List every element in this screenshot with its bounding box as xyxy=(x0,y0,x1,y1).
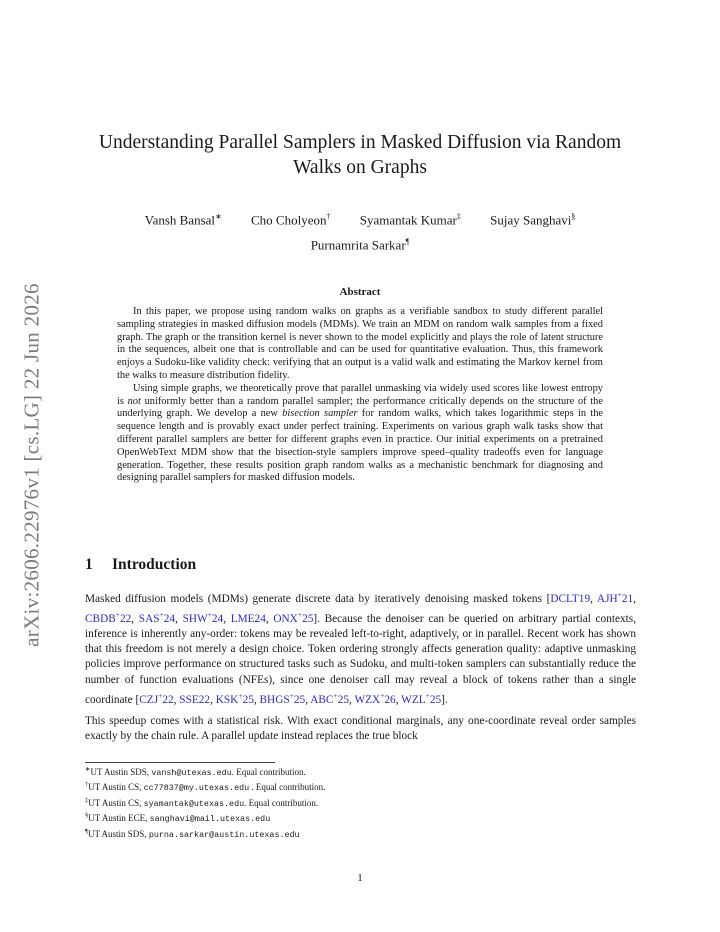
citation-link[interactable]: KSK+25 xyxy=(215,690,254,706)
email-link[interactable]: purna.sarkar@austin.utexas.edu xyxy=(148,829,300,840)
title-line-1: Understanding Parallel Samplers in Masked Diffusion via Random xyxy=(98,132,622,153)
footnote: ‡UT Austin CS, syamantak@utexas.edu. Equal contribution. xyxy=(85,796,319,809)
section-heading xyxy=(85,556,196,574)
citation-link[interactable]: WZL+25 xyxy=(401,690,442,706)
footnote-rule xyxy=(85,762,275,763)
author: Purnamrita Sarkar¶ xyxy=(310,237,410,253)
intro-paragraph-2: This speedup comes with a statistical risk. With exact conditional marginals, any one-coordinate reveal order samples exactly by the chain rule. A parallel update instead replaces the true block xyxy=(85,714,636,742)
title-line-2: Walks on Graphs xyxy=(293,157,427,178)
footnote: §UT Austin ECE, sanghavi@mail.utexas.edu xyxy=(85,812,271,825)
author: Sujay Sanghavi§ xyxy=(490,212,576,228)
author: Syamantak Kumar‡ xyxy=(359,212,461,228)
intro-paragraph-1: Masked diffusion models (MDMs) generate discrete data by iteratively denoising masked tokens [DCLT19, AJH+21, CBDB+22, SAS+24, SHW+24, LME24, ONX+25]. Because the denoiser can be queried on arbitrary partial contexts, inference is inherently any-order: tokens may be revealed left-to-right, adaptively, or in parallel. Recent work has shown that this freedom is not merely a design choice. Token ordering strongly affects generation quality: adaptive unmasking policies improve performance on structured tasks such as Sudoku, and multi-token samplers can substantially reduce the number of function evaluations (NFEs), since one denoiser call may reveal a block of tokens rather than a single coordinate [CZJ+22, SSE22, KSK+25, BHGS+25, ABC+25, WZX+26, WZL+25]. xyxy=(85,590,637,706)
citation-link[interactable]: ONX+25 xyxy=(273,609,314,625)
footnote: ¶UT Austin SDS, purna.sarkar@austin.utexas.edu xyxy=(85,827,300,840)
section-title: Introduction xyxy=(112,556,197,573)
paper-title xyxy=(80,130,640,180)
citation-link[interactable]: LME24 xyxy=(230,612,266,625)
abstract-paragraph-2: Using simple graphs, we theoretically prove that parallel unmasking via widely used scores like lowest entropy is not uniformly better than a random parallel sampler; the performance critically depends on the structure of the underlying graph. We develop a new bisection sampler for random walks, which takes logarithmic steps in the sequence length and is provably exact under perfect training. Experiments on various graph walk tasks show that different parallel samplers are better for different graphs even in practice. Our initial experiments on a pretrained OpenWebText MDM show that the bisection-style samplers improve speed–quality tradeoffs even for language generation. Together, these results position graph random walks as a mechanistic benchmark for diagnosing and designing parallel samplers for masked diffusion models. xyxy=(117,382,604,484)
author: Cho Cholyeon† xyxy=(251,212,331,228)
abstract xyxy=(117,306,603,485)
introduction-body xyxy=(85,587,636,750)
email-link[interactable]: vansh@utexas.edu xyxy=(151,768,232,778)
citation-link[interactable]: ABC+25 xyxy=(310,690,349,706)
email-link[interactable]: sanghavi@mail.utexas.edu xyxy=(149,814,271,825)
citation-link[interactable]: DCLT19 xyxy=(550,592,591,605)
author-row-1 xyxy=(80,206,640,231)
footnotes xyxy=(85,764,636,841)
author-row-2 xyxy=(80,231,640,256)
citation-link[interactable]: SHW+24 xyxy=(182,609,224,625)
footnote: †UT Austin CS, cc77837@my.utexas.edu . Equal contribution. xyxy=(85,781,326,794)
email-link[interactable]: cc77837@my.utexas.edu xyxy=(143,783,250,794)
footnote: ∗UT Austin SDS, vansh@utexas.edu. Equal contribution. xyxy=(85,766,306,778)
abstract-heading: Abstract xyxy=(339,286,381,298)
arxiv-identifier: arXiv:2606.22976v1 [cs.LG] 22 Jun 2026 xyxy=(19,283,44,647)
citation-link[interactable]: WZX+26 xyxy=(354,690,396,706)
abstract-paragraph-1: In this paper, we propose using random walks on graphs as a verifiable sandbox to study different parallel sampling strategies in masked diffusion models (MDMs). We train an MDM on random walk samples from a fixed graph. The graph or the transition kernel is never shown to the model explicitly and plays the role of latent structure in the sequences, albeit one that is controllable and can be used for quantitative evaluation. Thus, this framework enjoys a Sudoku-like validity check: verifying that an output is a valid walk and estimating the Markov kernel from the walks to measure distribution fidelity. xyxy=(117,306,603,381)
citation-link[interactable]: AJH+21 xyxy=(596,590,634,605)
author-list xyxy=(80,206,640,257)
citation-link[interactable]: CBDB+22 xyxy=(85,609,132,625)
citation-link[interactable]: SAS+24 xyxy=(138,609,176,625)
section-number: 1 xyxy=(85,556,93,573)
page-number: 1 xyxy=(357,872,363,884)
citation-link[interactable]: SSE22 xyxy=(179,693,211,706)
citation-link[interactable]: BHGS+25 xyxy=(259,690,306,706)
citation-link[interactable]: CZJ+22 xyxy=(139,690,174,706)
author: Vansh Bansal∗ xyxy=(144,212,222,228)
email-link[interactable]: syamantak@utexas.edu xyxy=(143,798,245,809)
